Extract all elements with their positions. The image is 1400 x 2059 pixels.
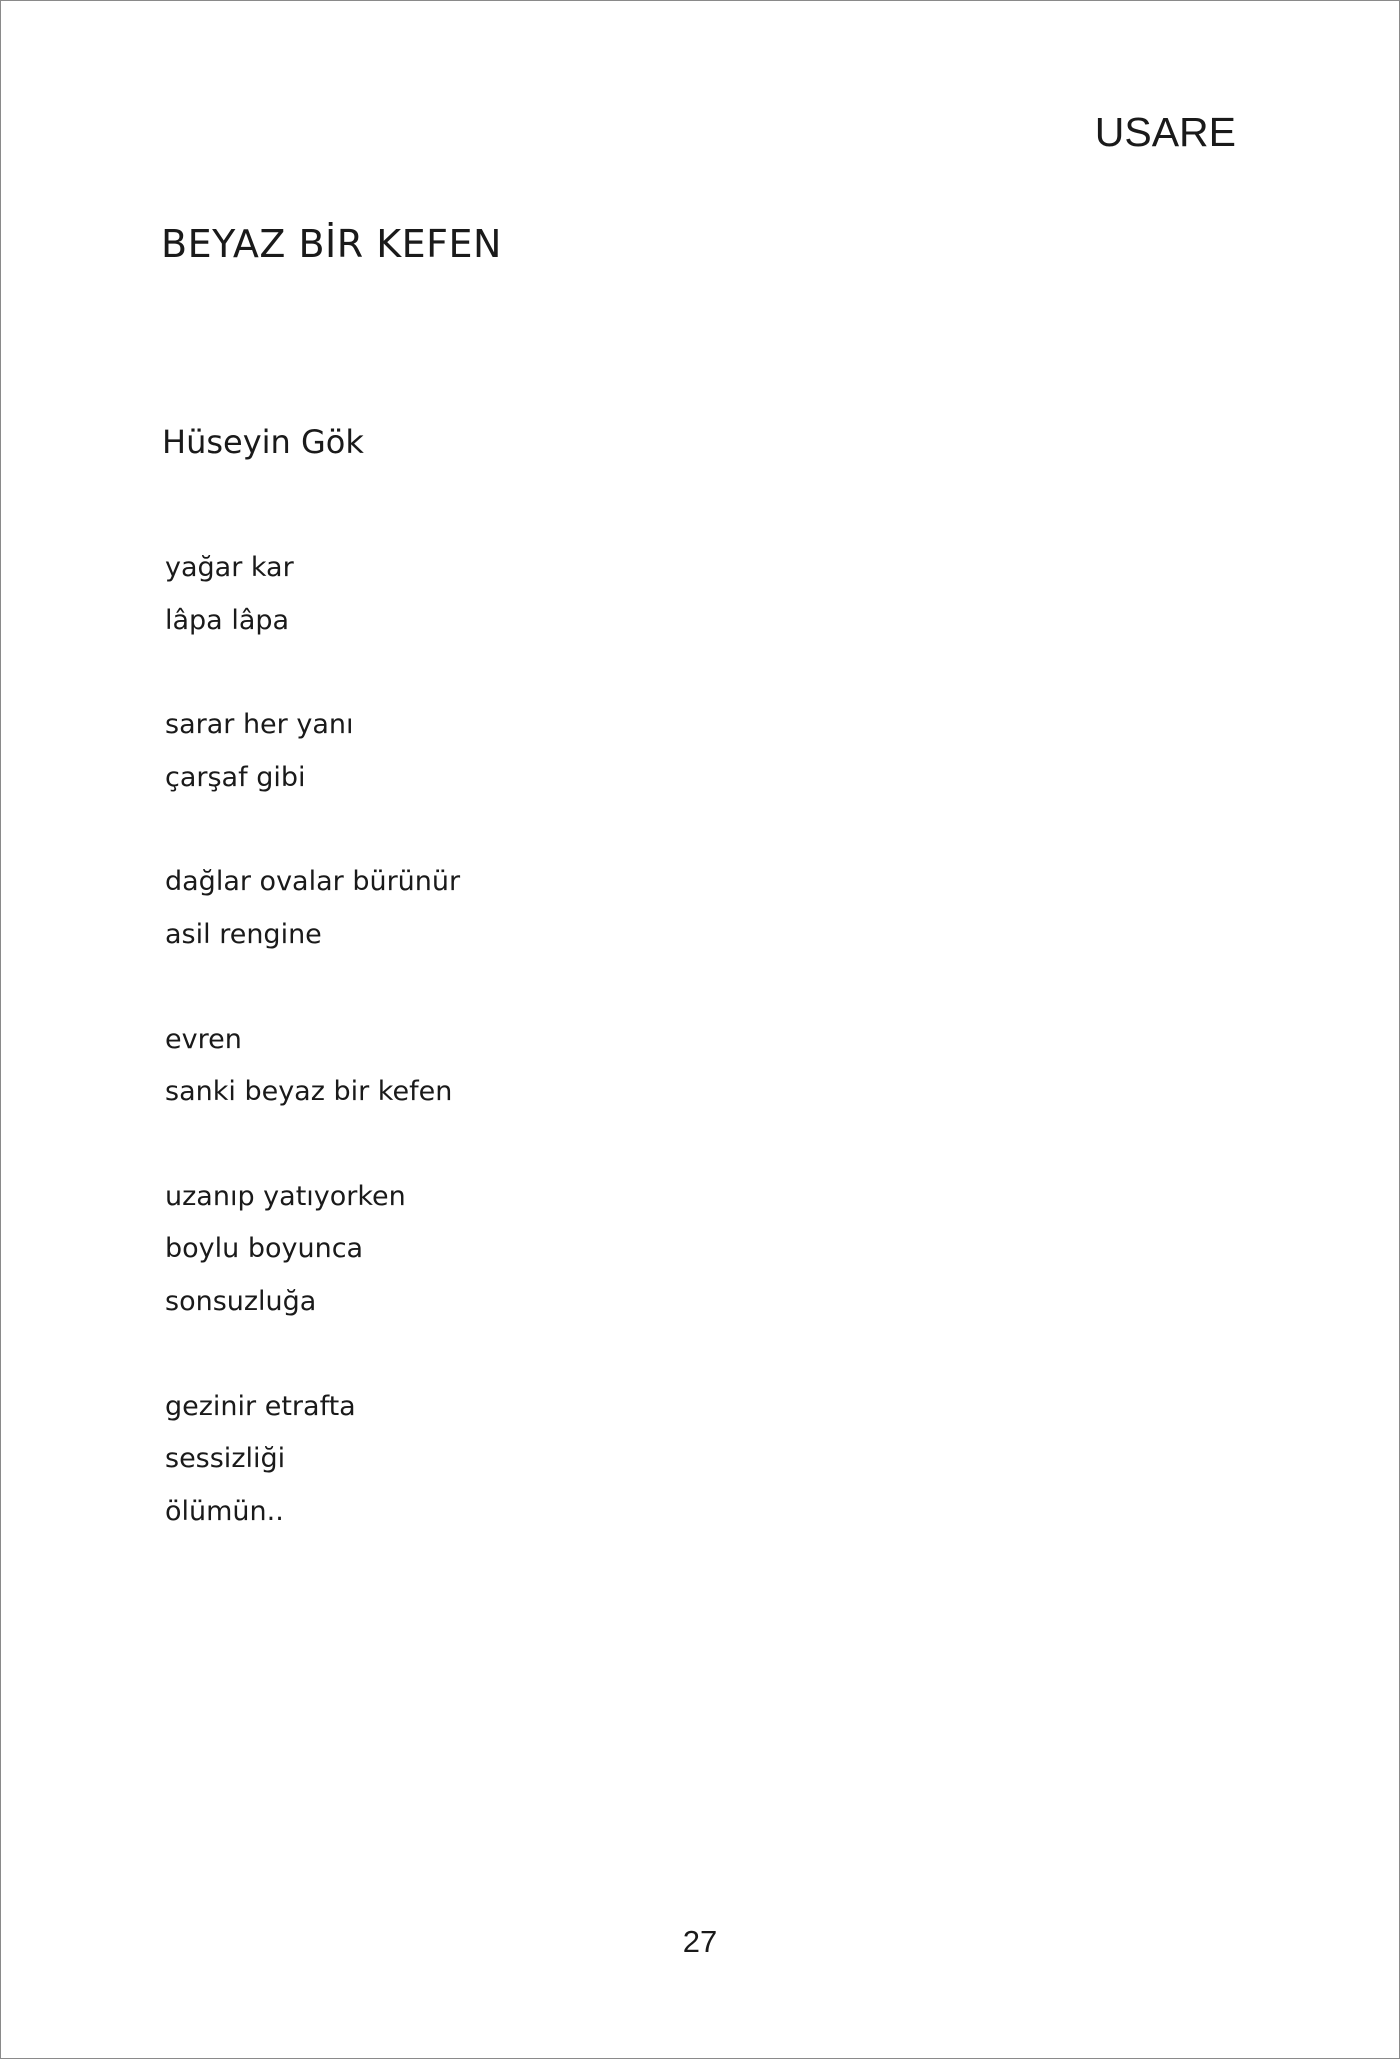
poem-line: boylu boyunca [165,1233,364,1265]
poem-line: uzanıp yatıyorken [165,1180,406,1212]
poem-line: sonsuzluğa [165,1285,317,1317]
poem-line: lâpa lâpa [165,604,290,636]
poem-line: gezinir etrafta [165,1390,356,1422]
poem-title: BEYAZ BİR KEFEN [161,222,502,266]
poem-author: Hüseyin Gök [162,423,364,461]
journal-name: USARE [1094,109,1236,155]
stanza [165,856,460,961]
stanza [165,699,460,804]
poem-line: sanki beyaz bir kefen [165,1076,453,1108]
stanza [165,1381,460,1539]
poem-line: çarşaf gibi [165,761,306,793]
poem-line: dağlar ovalar bürünür [165,866,461,898]
poem-line: yağar kar [165,552,294,583]
poem-line: sarar her yanı [165,709,354,741]
poem-line: sessizliği [165,1443,286,1475]
poem-line: asil rengine [165,918,322,950]
page-number: 27 [682,1924,718,1959]
poem-line: ölümün.. [165,1495,284,1527]
stanza [165,1014,460,1119]
poem-line: evren [165,1023,242,1055]
stanza [165,1171,460,1329]
stanza [165,542,460,647]
poem-body [165,542,460,1590]
